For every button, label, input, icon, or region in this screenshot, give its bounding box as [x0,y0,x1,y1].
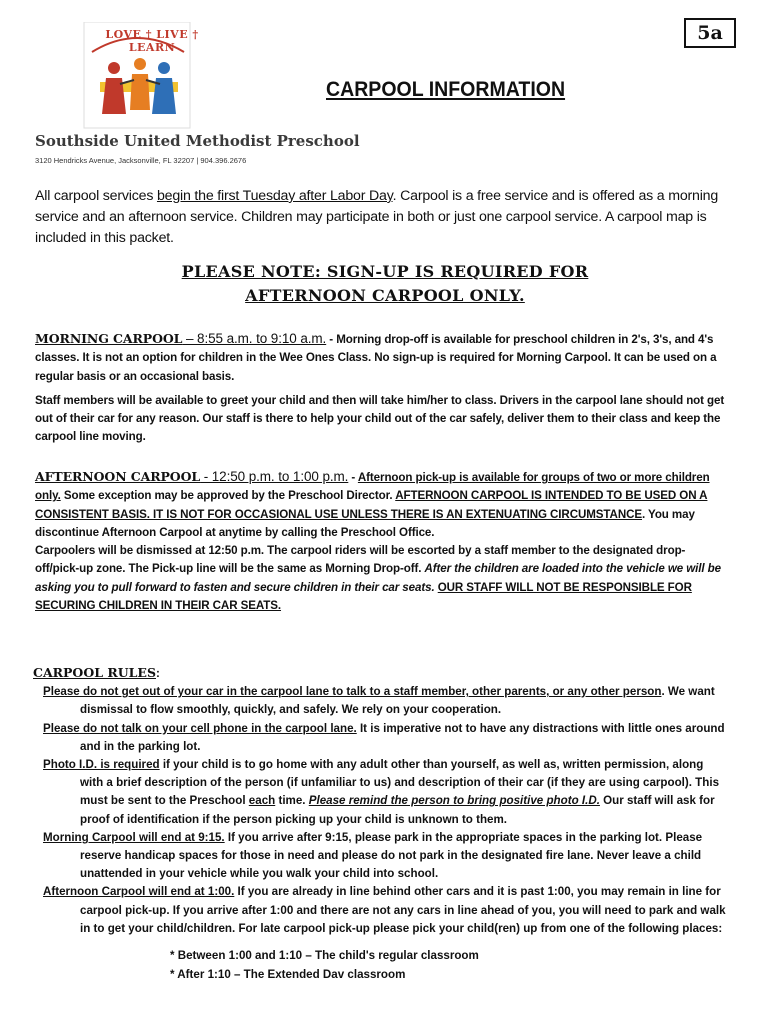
rule-3-text-3: Our staff will ask for proof of identification if the person picking up your child is unknown to them. [80,794,715,826]
rule-item [33,829,729,884]
rule-3-text-1: if your child is to go home with any adult other than yourself, as well as, written permission, along with a brief description of the person (if unfamiliar to us) and description of their car (if they are using carpool). This must be sent to the Preschool [80,758,720,808]
bullet-icon [33,883,43,901]
afternoon-text-3: Carpoolers will be dismissed at 12:50 p.m. The carpool riders will be escorted by a staff member to the designated drop-off/pick-up zone. The Pick-up line will be the same as Morning Drop-off. [35,544,686,576]
rule-5-text: If you are already in line behind other cars and it is past 1:00, you may remain in line for carpool pick-up. If you arrive after 1:00 and there are not any cars in line ahead of you, you will need to park and walk in to get your child/children. For late carpool pick-up please pick your child(ren) up from one of the following places: [80,885,726,935]
notice-line-2: AFTERNOON CARPOOL ONLY. [245,286,525,305]
morning-paragraph-2: Staff members will be available to greet your child and then will take him/her to class. Drivers in the carpool lane should not get out of their car for any reason. Our staff is there to help your child out of the car safely, deliver them to their class and keep the carpool line moving. [35,393,725,444]
rules-colon: : [156,667,160,680]
page-number-tag: 5a [684,18,736,48]
bullet-icon [33,829,43,847]
afternoon-paragraph-1 [35,468,727,542]
rules-heading-row [33,664,729,683]
afternoon-car-seat-note: After the children are loaded into the vehicle we will be asking you to pull forward to fasten and secure children in their car seats. [35,562,721,594]
rule-3-each: each [248,794,276,808]
rule-3-text-2: time. [275,794,309,808]
afternoon-text-2: . You may discontinue Afternoon Carpool at anytime by calling the Preschool Office. [35,507,695,539]
morning-carpool-section [35,330,727,447]
list-item: * After 1:10 – The Extended Dav classroom [170,968,406,981]
school-address: 3120 Hendricks Avenue, Jacksonville, FL 32207 | 904.396.2676 [35,156,247,165]
afternoon-staff-disclaimer: OUR STAFF WILL NOT BE RESPONSIBLE FOR SECURING CHILDREN IN THEIR CAR SEATS. [35,580,692,613]
afternoon-groups-rule: Afternoon pick-up is available for groups of two or more children only. [35,471,710,503]
rule-4-heading: Morning Carpool will end at 9:15. [43,830,225,844]
intro-text: All carpool services [35,188,157,204]
school-name: Southside United Methodist Preschool [35,132,360,150]
school-logo [62,22,212,132]
carpool-rules-section [33,664,729,938]
intro-paragraph [35,186,735,249]
rule-item [33,756,729,829]
rule-1-heading: Please do not get out of your car in the carpool lane to talk to a staff member, other parents, or any other person [43,685,662,699]
signup-notice [0,260,770,308]
rule-2-text: It is imperative not to have any distractions with little ones around and in the parking lot. [80,721,725,753]
rule-item [33,683,729,719]
rule-5-heading: Afternoon Carpool will end at 1:00. [43,885,235,899]
morning-heading: MORNING CARPOOL [35,331,183,346]
afternoon-heading: AFTERNOON CARPOOL [35,469,201,484]
rule-2-heading: Please do not talk on your cell phone in the carpool lane. [43,721,357,735]
morning-text-1: - Morning drop-off is available for preschool children in 2's, 3's, and 4's classes. It is not an option for children in the Wee Ones Class. No sign-up is required for Morning Carpool. It can be used on a regular basis or an occasional basis. [35,333,717,383]
afternoon-text-1: Some exception may be approved by the Preschool Director. [60,489,396,503]
bullet-icon [33,756,43,774]
intro-text-rest: . Carpool is a free service and is offered as a morning service and an afternoon service. Children may participate in both or just one carpool service. A carpool map is included in this packet. [35,188,719,246]
notice-line-1: PLEASE NOTE: SIGN-UP IS REQUIRED FOR [181,262,589,281]
afternoon-consistent-rule: AFTERNOON CARPOOL IS INTENDED TO BE USED ON A CONSISTENT BASIS. IT IS NOT FOR OCCASIONAL USE UNLESS THERE IS AN EXTENUATING CIRCUMSTANCE [35,489,708,521]
bullet-icon [33,683,43,701]
afternoon-dash: - [348,471,358,484]
list-item: * Between 1:00 and 1:10 – The child's regular classroom [170,949,479,962]
rule-3-photo-id-note: Please remind the person to bring positive photo I.D. [308,794,600,808]
rule-item [33,883,729,938]
morning-paragraph-1 [35,330,727,386]
rule-4-text: If you arrive after 9:15, please park in the appropriate spaces in the parking lot. Please reserve handicap spaces for those in need and please do not park in the designated fire lane. Never leave a child unattended in your vehicle while you walk your child into school. [80,830,703,881]
logo-banner-text: LOVE † LIVE † LEARN [105,28,199,54]
intro-start-date: begin the first Tuesday after Labor Day [156,188,393,204]
morning-time: – 8:55 a.m. to 9:10 a.m. [182,331,327,346]
rule-item [33,720,729,756]
rules-heading: CARPOOL RULES [33,665,156,680]
afternoon-time: - 12:50 p.m. to 1:00 p.m. [200,469,349,484]
rule-1-text: . We want dismissal to flow smoothly, quickly, and safely. We rely on your cooperation. [80,685,715,717]
document-title: CARPOOL INFORMATION [326,78,566,101]
bullet-icon [33,720,43,738]
late-pickup-places [170,946,479,984]
rule-3-heading: Photo I.D. is required [43,758,160,772]
afternoon-carpool-section [35,468,727,615]
afternoon-paragraph-2 [35,542,727,615]
